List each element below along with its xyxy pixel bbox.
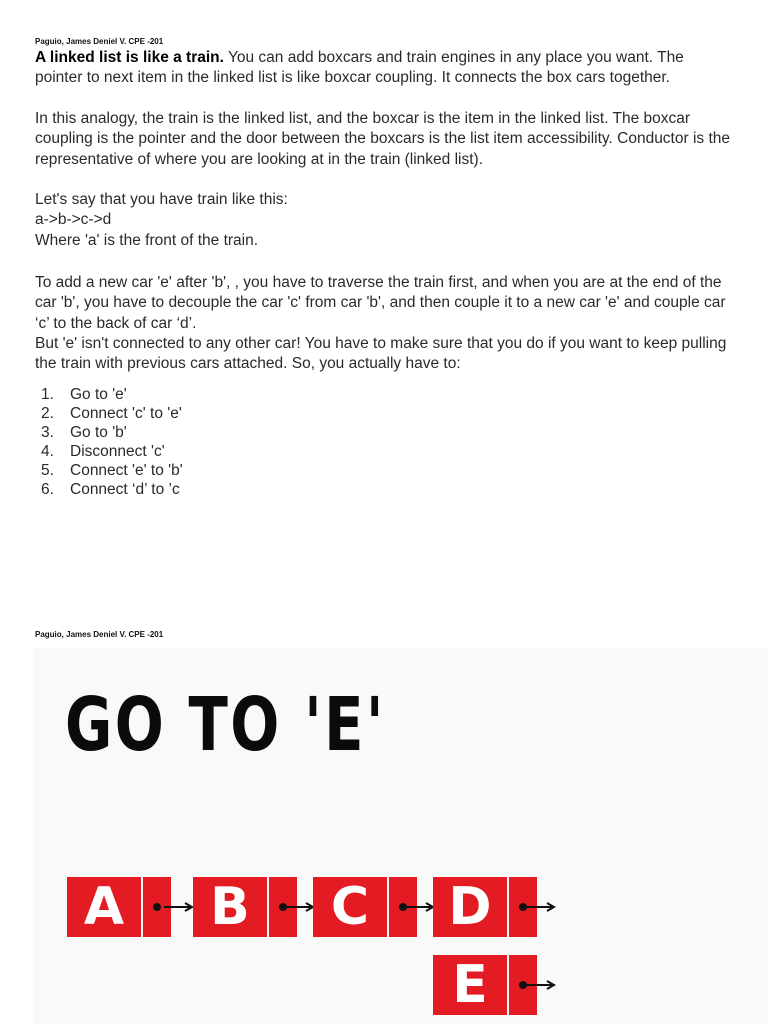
node-value: A	[67, 877, 141, 937]
step-number: 3.	[41, 424, 54, 441]
arrow-icon	[526, 902, 556, 912]
step-text: Go to 'b'	[70, 424, 127, 441]
node-d	[433, 877, 537, 937]
arrow-icon	[164, 902, 194, 912]
arrow-icon	[526, 980, 556, 990]
step-number: 6.	[41, 481, 54, 498]
list-item	[35, 461, 183, 480]
intro-text: You can add boxcars and train engines in any place you want. The pointer to next item in the linked list is like boxcar coupling. It connects the box cars together.	[35, 49, 684, 87]
page-header: Paguio, James Deniel V. CPE -201	[35, 37, 164, 46]
step-text: Connect ‘d’ to ’c	[70, 481, 180, 498]
list-item	[35, 404, 183, 423]
pointer-dot	[153, 903, 161, 911]
steps-list	[35, 385, 183, 499]
slide-go-to-e	[33, 648, 768, 1024]
step-number: 4.	[41, 443, 54, 460]
node-value: E	[433, 955, 507, 1015]
step-number: 1.	[41, 386, 54, 403]
list-item	[35, 423, 183, 442]
list-item	[35, 442, 183, 461]
step-text: Connect 'e' to 'b'	[70, 462, 183, 479]
train-example-paragraph	[35, 190, 735, 251]
slide-title: GO TO 'E'	[65, 682, 386, 768]
train-example-line1: Let's say that you have train like this:	[35, 191, 288, 208]
list-item	[35, 480, 183, 499]
step-number: 2.	[41, 405, 54, 422]
train-example-line2: a->b->c->d	[35, 211, 112, 229]
analogy-paragraph: In this analogy, the train is the linked list, and the boxcar is the item in the linked list. The boxcar coupling is the pointer and the door between the boxcars is the list item accessibility. Conductor is the representative of where you are looking at in the train (linked list).	[35, 110, 731, 168]
node-e	[433, 955, 537, 1015]
intro-paragraph	[35, 48, 735, 89]
list-item	[35, 385, 183, 404]
insert-paragraph: To add a new car 'e' after 'b', , you have to traverse the train first, and when you are at the end of the car 'b', you have to decouple the car 'c' from car 'b', and then couple it to a new car 'e' and couple car ‘c’ to the back of car ‘d’.	[35, 274, 726, 332]
warning-paragraph: But 'e' isn't connected to any other car! You have to make sure that you do if you want to keep pulling the train with previous cars attached. So, you actually have to:	[35, 335, 727, 373]
page-header: Paguio, James Deniel V. CPE -201	[35, 630, 164, 639]
node-value: B	[193, 877, 267, 937]
intro-bold: A linked list is like a train.	[35, 49, 224, 66]
arrow-icon	[285, 902, 315, 912]
step-text: Go to 'e'	[70, 386, 127, 403]
node-b	[193, 877, 297, 937]
node-c	[313, 877, 417, 937]
train-example-line3: Where 'a' is the front of the train.	[35, 231, 259, 249]
node-a	[67, 877, 171, 937]
step-number: 5.	[41, 462, 54, 479]
node-value: C	[313, 877, 387, 937]
node-value: D	[433, 877, 507, 937]
arrow-icon	[405, 902, 435, 912]
step-text: Disconnect 'c'	[70, 443, 165, 460]
step-text: Connect 'c' to 'e'	[70, 405, 182, 422]
